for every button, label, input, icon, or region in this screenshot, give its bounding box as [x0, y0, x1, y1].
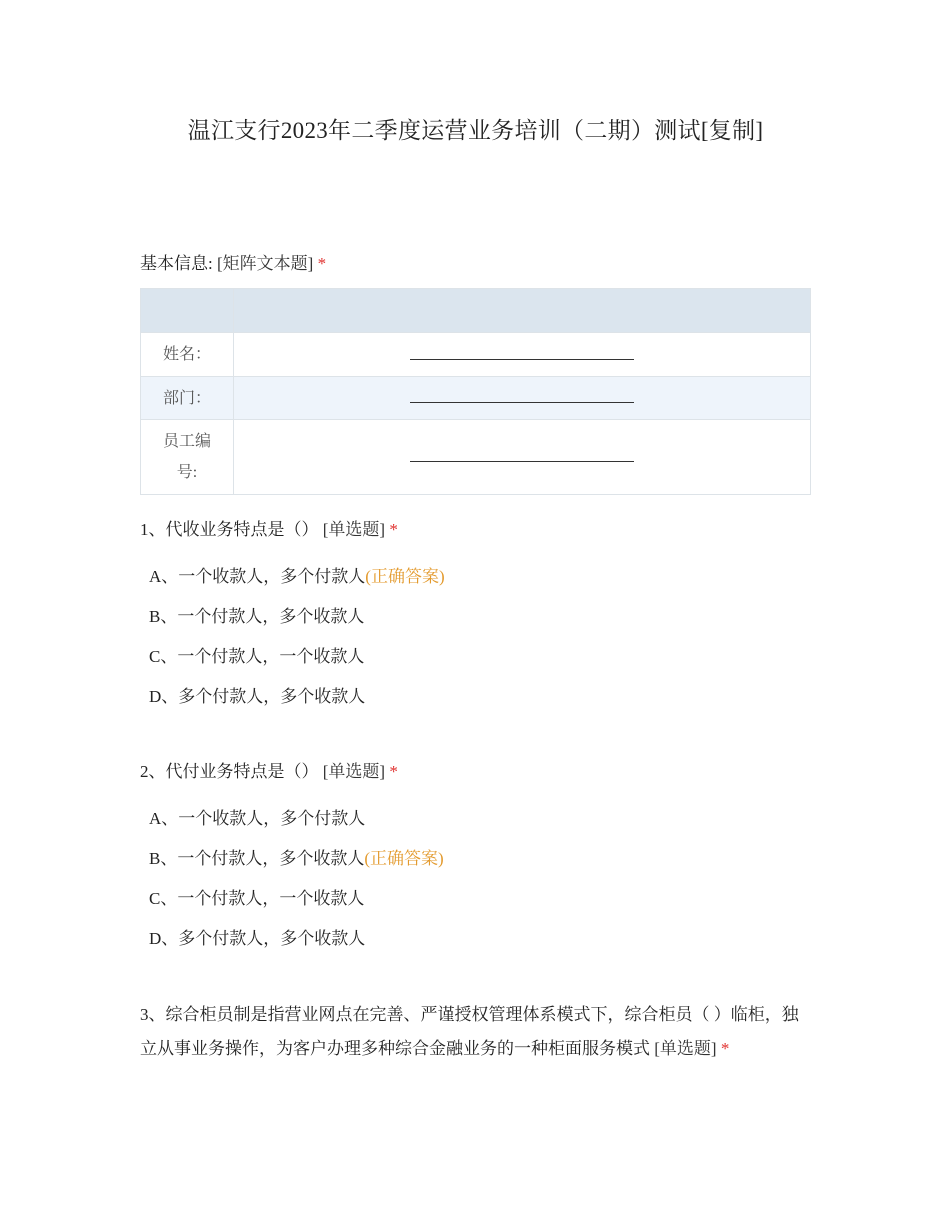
- fill-blank-line: [410, 461, 634, 462]
- matrix-row-employee-id: [141, 420, 811, 495]
- question-2-option-a[interactable]: [149, 807, 365, 831]
- department-label: 部门：: [162, 389, 211, 407]
- employee-id-label: 员工编号:: [162, 433, 211, 481]
- option-text: C、一个付款人，一个收款人: [149, 647, 365, 666]
- option-text: D、多个付款人，多个收款人: [149, 687, 366, 706]
- question-1-text: 1、代收业务特点是（）: [140, 520, 319, 539]
- option-text: A、一个收款人，多个付款人: [149, 809, 366, 828]
- question-1-option-d[interactable]: [149, 685, 365, 709]
- question-type-tag: [矩阵文本题]: [216, 254, 314, 273]
- question-3-heading: [140, 998, 811, 1066]
- fill-blank-line: [410, 359, 634, 360]
- question-type-tag: [单选题]: [654, 1039, 717, 1058]
- matrix-row-department: [141, 377, 811, 420]
- basic-info-matrix: [140, 288, 811, 495]
- fill-blank-line: [410, 402, 634, 403]
- basic-info-heading: [140, 247, 326, 281]
- matrix-row-name: [141, 333, 811, 377]
- matrix-header-row: [141, 289, 811, 333]
- option-text: A、一个收款人，多个付款人: [149, 567, 366, 586]
- question-type-tag: [单选题]: [322, 762, 386, 781]
- option-text: B、一个付款人，多个收款人: [149, 849, 365, 868]
- matrix-row-label: [141, 333, 234, 377]
- matrix-row-label: [141, 420, 234, 495]
- matrix-header-cell: [141, 289, 234, 333]
- option-text: C、一个付款人，一个收款人: [149, 889, 365, 908]
- question-1-option-c[interactable]: [149, 645, 364, 669]
- question-2-heading: [140, 755, 398, 789]
- department-field[interactable]: [234, 377, 811, 420]
- name-field[interactable]: [234, 333, 811, 377]
- option-text: B、一个付款人，多个收款人: [149, 607, 365, 626]
- question-2-option-d[interactable]: [149, 927, 365, 951]
- basic-info-label: 基本信息:: [140, 254, 213, 273]
- required-marker: *: [389, 520, 398, 539]
- correct-answer-mark: (正确答案): [364, 849, 444, 868]
- question-type-tag: [单选题]: [322, 520, 386, 539]
- required-marker: *: [317, 254, 327, 273]
- question-2-option-c[interactable]: [149, 887, 364, 911]
- matrix-row-label: [141, 377, 234, 420]
- option-text: D、多个付款人，多个收款人: [149, 929, 366, 948]
- question-1-option-a[interactable]: [149, 565, 445, 589]
- question-2-text: 2、代付业务特点是（）: [140, 762, 319, 781]
- correct-answer-mark: (正确答案): [365, 567, 445, 586]
- required-marker: *: [389, 762, 398, 781]
- name-label: 姓名：: [162, 346, 211, 363]
- question-1-heading: [140, 513, 398, 547]
- employee-id-field[interactable]: [234, 420, 811, 495]
- question-2-option-b[interactable]: [149, 847, 444, 871]
- question-3-text: 3、综合柜员制是指营业网点在完善、严谨授权管理体系模式下，综合柜员（ ）临柜，独立从事业务操作，为客户办理多种综合金融业务的一种柜面服务模式: [140, 1005, 799, 1058]
- matrix-header-cell: [234, 289, 811, 333]
- question-1-option-b[interactable]: [149, 605, 364, 629]
- required-marker: *: [720, 1039, 730, 1058]
- survey-title: 温江支行2023年二季度运营业务培训（二期）测试[复制]: [187, 118, 764, 143]
